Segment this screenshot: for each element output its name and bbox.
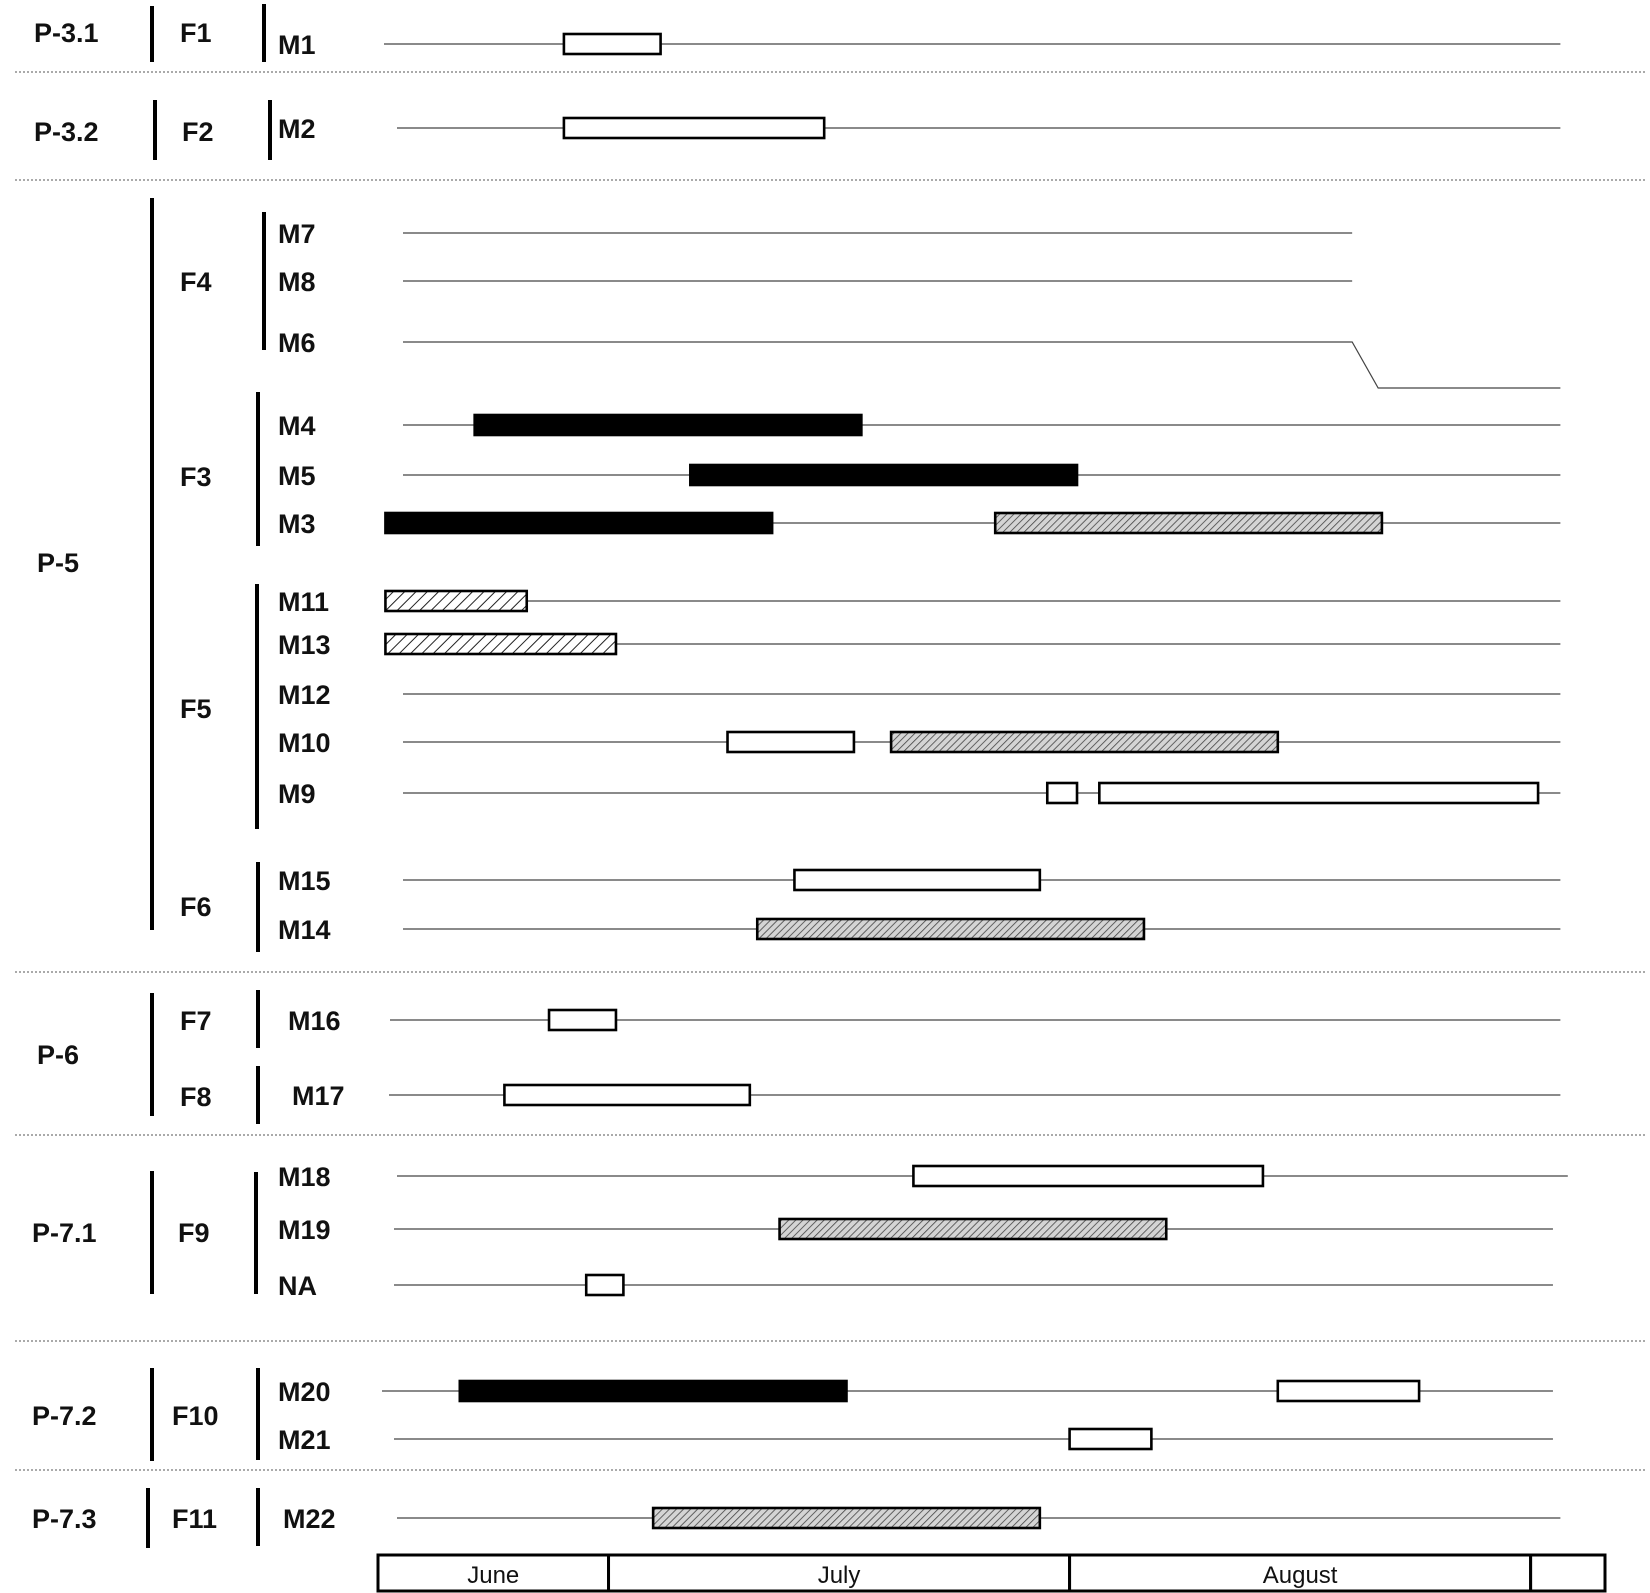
male-label: M2 — [278, 114, 316, 144]
month-label: June — [467, 1562, 520, 1589]
pond-label: P-7.3 — [32, 1504, 97, 1534]
activity-bar-hatched-grey — [757, 919, 1144, 939]
male-label: M4 — [278, 411, 316, 441]
male-label: M15 — [278, 866, 331, 896]
activity-bar-open — [1047, 783, 1077, 803]
month-label: July — [817, 1562, 861, 1589]
activity-bar-hatched-grey — [780, 1219, 1167, 1239]
male-label: M6 — [278, 328, 316, 358]
family-label: F11 — [172, 1504, 218, 1534]
activity-bar-open — [728, 732, 854, 752]
activity-bar-hatched-grey — [891, 732, 1278, 752]
pond-label: P-5 — [37, 548, 80, 578]
activity-bar-hatched-light — [385, 591, 526, 611]
month-cell — [1531, 1555, 1605, 1591]
activity-bar-solid — [460, 1381, 847, 1401]
male-label: M18 — [278, 1162, 331, 1192]
male-label: M5 — [278, 461, 316, 491]
activity-bar-open — [1278, 1381, 1419, 1401]
family-label: F5 — [180, 694, 212, 724]
male-label: M3 — [278, 509, 316, 539]
male-label: M12 — [278, 680, 331, 710]
activity-bar-open — [586, 1275, 623, 1295]
male-label: M20 — [278, 1377, 331, 1407]
activity-bar-open — [794, 870, 1039, 890]
male-label: M22 — [283, 1504, 336, 1534]
pond-label: P-3.1 — [34, 18, 99, 48]
pond-label: P-6 — [37, 1040, 80, 1070]
male-label: M10 — [278, 728, 331, 758]
male-label: M21 — [278, 1425, 331, 1455]
activity-bar-open — [1070, 1429, 1152, 1449]
pond-label: P-3.2 — [34, 117, 99, 147]
activity-bar-open — [549, 1010, 616, 1030]
male-label: M19 — [278, 1215, 331, 1245]
activity-line — [403, 342, 1560, 388]
family-label: F2 — [182, 117, 214, 147]
family-label: F10 — [172, 1401, 219, 1431]
male-label: NA — [278, 1271, 317, 1301]
family-label: F3 — [180, 462, 212, 492]
activity-bar-hatched-grey — [995, 513, 1382, 533]
family-label: F8 — [180, 1082, 212, 1112]
pond-label: P-7.2 — [32, 1401, 97, 1431]
male-label: M16 — [288, 1006, 341, 1036]
family-label: F9 — [178, 1218, 210, 1248]
male-label: M8 — [278, 267, 316, 297]
pond-label: P-7.1 — [32, 1218, 97, 1248]
activity-bar-open — [564, 34, 661, 54]
family-label: F4 — [180, 267, 212, 297]
activity-bar-open — [1099, 783, 1538, 803]
activity-bar-hatched-light — [385, 634, 616, 654]
activity-bar-solid — [690, 465, 1077, 485]
family-label: F1 — [180, 18, 212, 48]
male-label: M13 — [278, 630, 331, 660]
male-label: M17 — [292, 1081, 345, 1111]
male-label: M7 — [278, 219, 316, 249]
activity-bar-solid — [475, 415, 862, 435]
activity-bar-solid — [385, 513, 772, 533]
activity-bar-open — [504, 1085, 749, 1105]
month-label: August — [1262, 1562, 1338, 1589]
activity-bar-hatched-grey — [653, 1508, 1040, 1528]
family-label: F7 — [180, 1006, 212, 1036]
activity-bar-open — [913, 1166, 1263, 1186]
activity-bar-open — [564, 118, 824, 138]
male-label: M11 — [278, 587, 330, 617]
male-label: M9 — [278, 779, 316, 809]
male-label: M14 — [278, 915, 331, 945]
male-label: M1 — [278, 30, 316, 60]
family-label: F6 — [180, 892, 212, 922]
